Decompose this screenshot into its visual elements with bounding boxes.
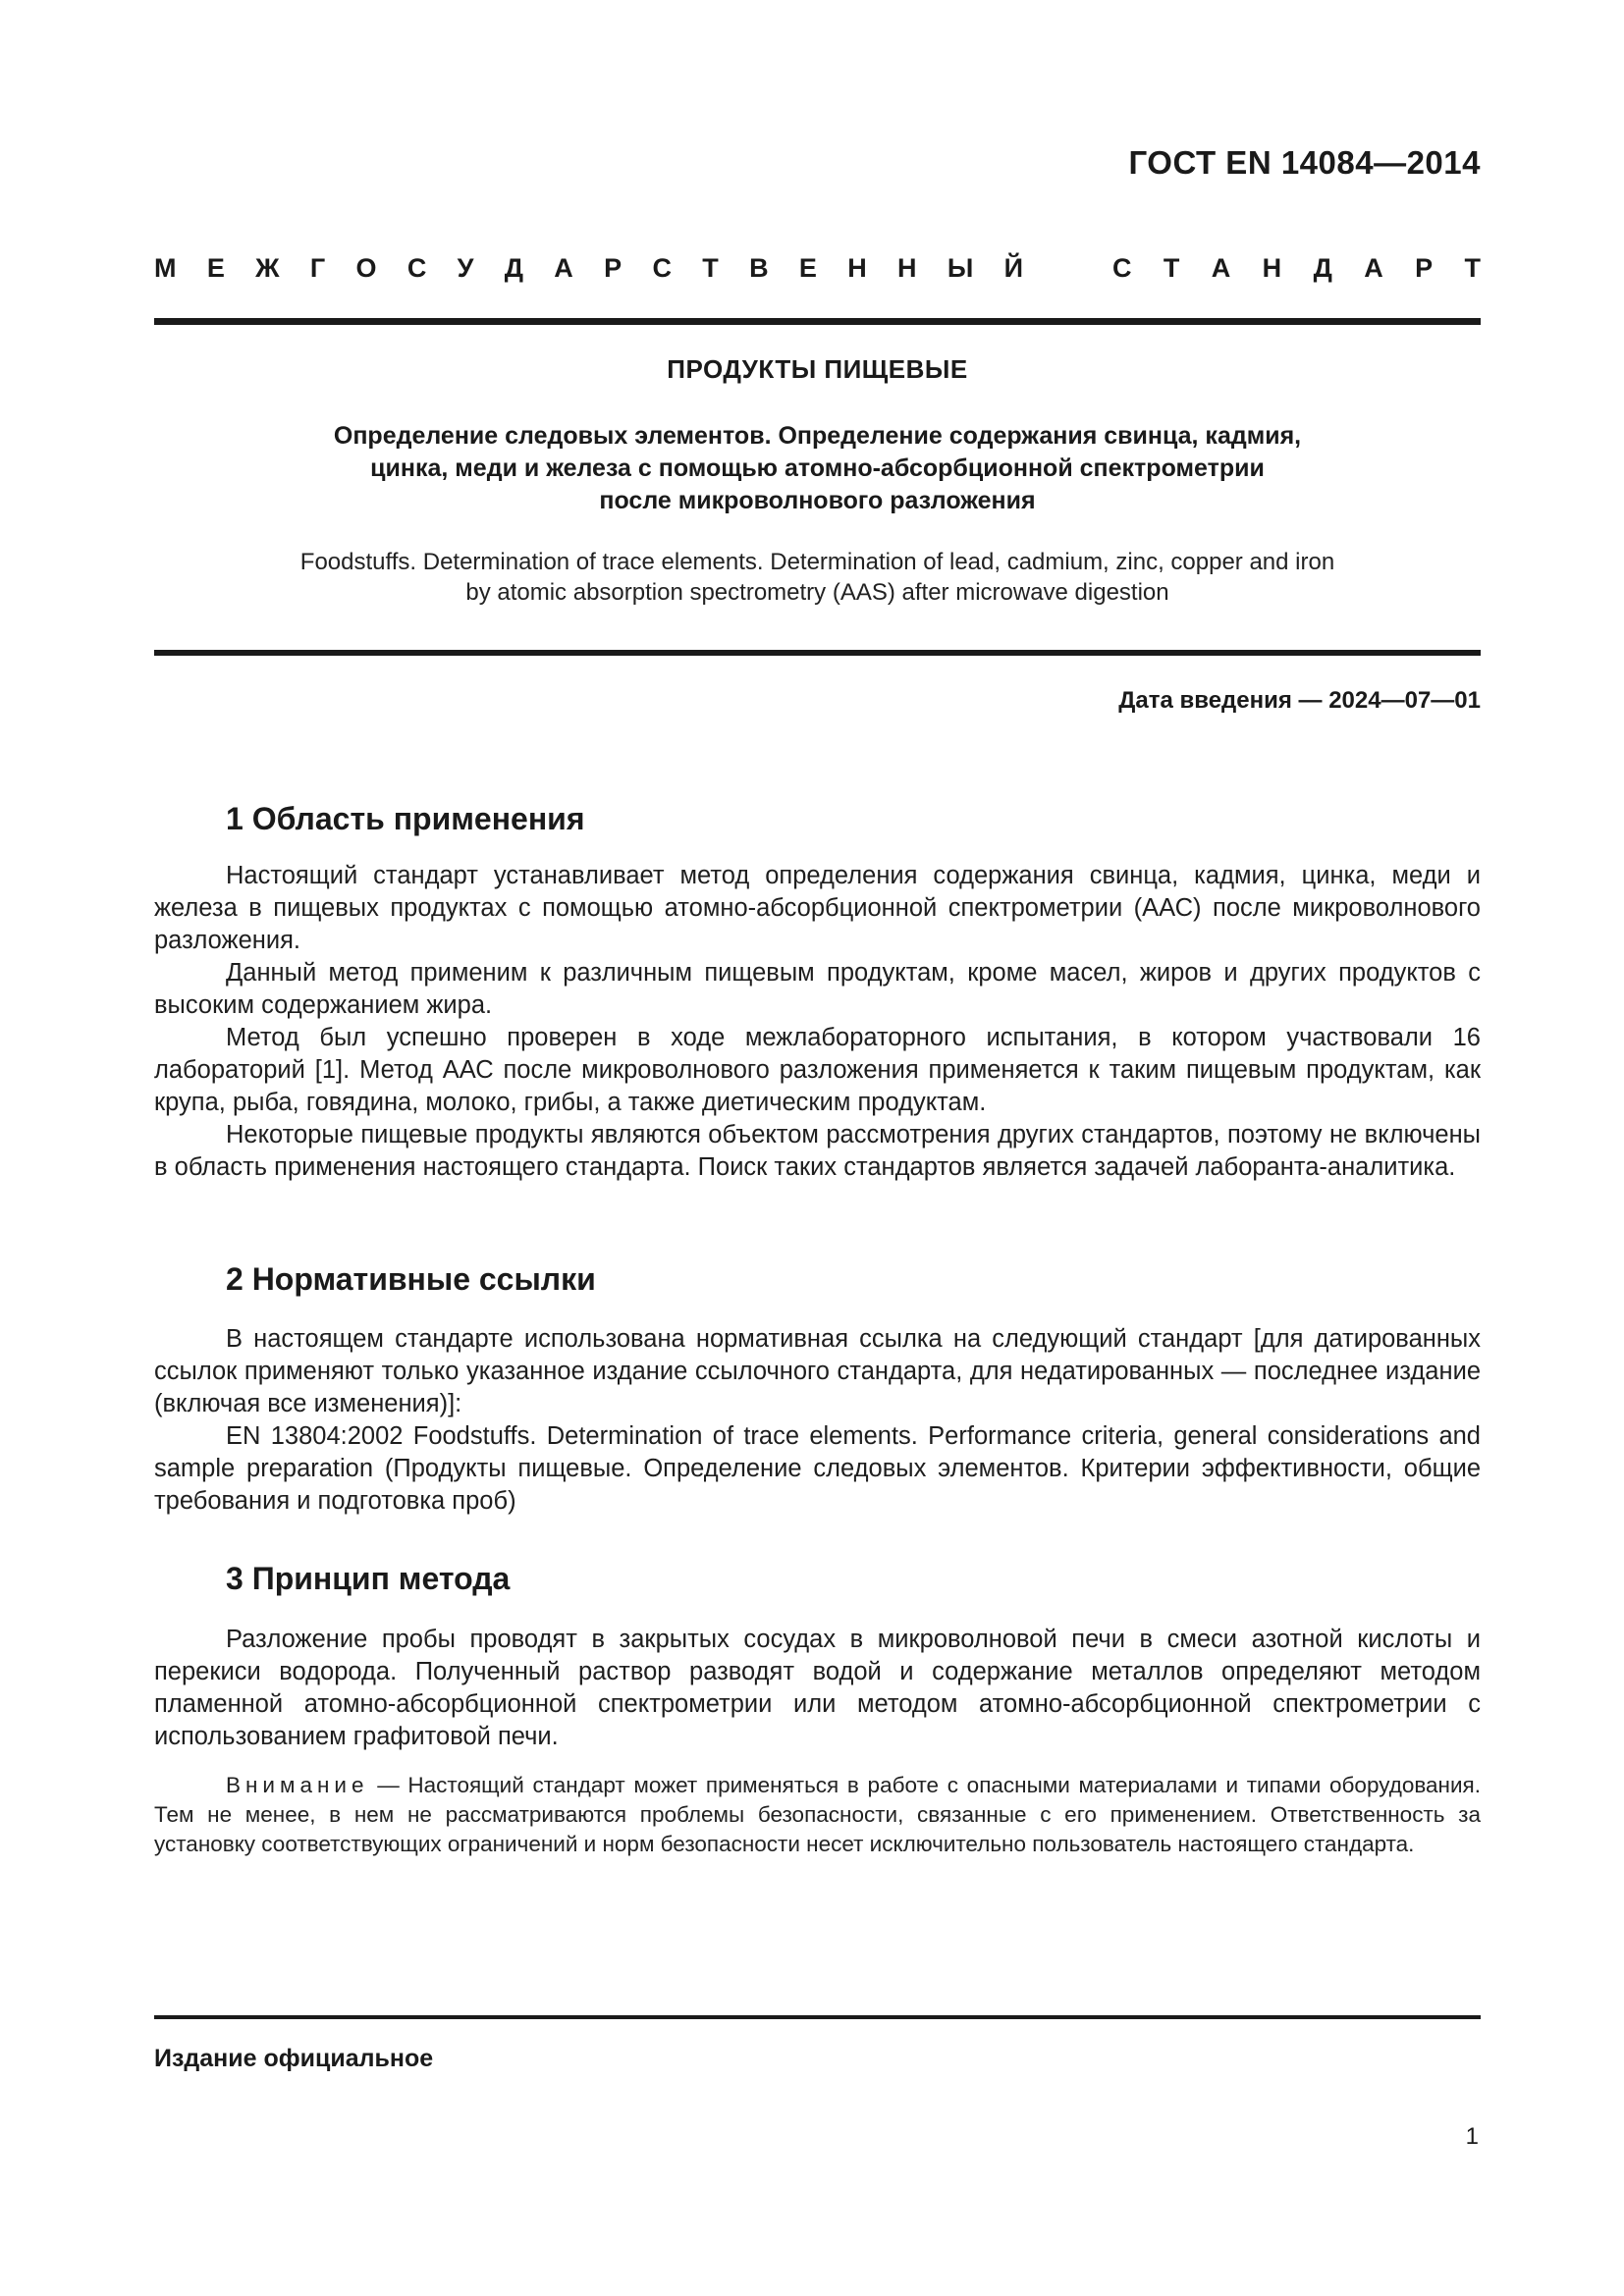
document-subtitle [154,420,1481,517]
banner-letter: Ж [255,253,280,283]
banner-letter: Т [1464,253,1481,283]
paragraph: Разложение пробы проводят в закрытых сосудах в микроволновой печи в смеси азотной кислоты и перекиси водорода. Полученный раствор разводят водой и содержание металлов определяют методом пламенной атомно-абсорбционной спектрометрии или методом атомно-абсорбционной спектрометрии с использованием графитовой печи. [154,1626,1481,1750]
banner-letter: С [1112,253,1132,283]
note-label: Внимание [226,1773,369,1797]
document-title: ПРОДУКТЫ ПИЩЕВЫЕ [667,354,968,384]
banner-letter: Д [504,253,523,283]
section-body-method-principle [154,1624,1481,1753]
paragraph: EN 13804:2002 Foodstuffs. Determination of trace elements. Performance criteria, general considerations and sample preparation (Продукты пищевые. Определение следовых элементов. Критерии эффективности, общие требования и подготовка проб) [154,1422,1481,1515]
banner-letter: Т [702,253,719,283]
banner-letter: У [457,253,474,283]
banner-letter: Т [1163,253,1180,283]
paragraph: Некоторые пищевые продукты являются объектом рассмотрения других стандартов, поэтому не включены в область применения настоящего стандарта. Поиск таких стандартов является задачей лаборанта-аналитика. [154,1121,1481,1181]
banner-letter: О [355,253,377,283]
subtitle-line: Определение следовых элементов. Определение содержания свинца, кадмия, [333,422,1302,450]
section-body-scope [154,860,1481,1184]
banner-letter: Й [1003,253,1023,283]
banner-letter: М [154,253,177,283]
standard-code: ГОСТ EN 14084—2014 [1128,144,1481,181]
section-body-normative-references [154,1323,1481,1518]
banner-letter: А [554,253,573,283]
top-divider [154,318,1481,325]
banner-letter: А [1211,253,1231,283]
banner-letter: Н [897,253,917,283]
banner-letter: А [1364,253,1383,283]
note-text: — Настоящий стандарт может применяться в работе с опасными материалами и типами оборудования. Тем не менее, в нем не рассматриваются проблемы безопасности, связанные с его применением. Ответственность за установку соответствующих ограничений и норм безопасности несет исключительно пользователь настоящего стандарта. [154,1773,1481,1856]
official-edition-label: Издание официальное [154,2045,434,2072]
english-title [154,547,1481,608]
paragraph: Данный метод применим к различным пищевым продуктам, кроме масел, жиров и других продуктов с высоким содержанием жира. [154,959,1481,1019]
section-heading-scope: 1 Область применения [226,801,585,836]
banner-letter: Р [604,253,623,283]
paragraph: Настоящий стандарт устанавливает метод определения содержания свинца, кадмия, цинка, меди и железа в пищевых продуктах с помощью атомно-абсорбционной спектрометрии (ААС) после микроволнового разложения. [154,862,1481,954]
paragraph: В настоящем стандарте использована нормативная ссылка на следующий стандарт [для датированных ссылок применяют только указанное издание ссылочного стандарта, для недатированных — последнее издание (включая все изменения)]: [154,1325,1481,1417]
subtitle-line: после микроволнового разложения [599,487,1036,514]
banner-letter: Г [309,253,326,283]
english-title-line: Foodstuffs. Determination of trace elements. Determination of lead, cadmium, zinc, copper and iron [299,549,1335,575]
banner-letter: С [406,253,427,283]
banner-letter: Ы [947,253,974,283]
standard-type-banner [154,253,1481,284]
note-paragraph [154,1771,1481,1859]
banner-word-interstate [154,253,1023,284]
banner-letter: Н [1262,253,1282,283]
title-bottom-divider [154,650,1481,656]
section-heading-normative-references: 2 Нормативные ссылки [226,1261,596,1297]
banner-word-standard [1112,253,1481,284]
safety-note [154,1771,1481,1859]
subtitle-line: цинка, меди и железа с помощью атомно-абсорбционной спектрометрии [370,454,1265,482]
banner-letter: В [749,253,769,283]
english-title-line: by atomic absorption spectrometry (AAS) after microwave digestion [465,579,1169,606]
introduction-date: Дата введения — 2024—07—01 [1118,687,1481,714]
section-heading-method-principle: 3 Принцип метода [226,1561,511,1596]
footer-divider [154,2015,1481,2019]
banner-letter: Е [798,253,817,283]
banner-letter: Д [1313,253,1332,283]
banner-letter: Р [1415,253,1434,283]
paragraph: Метод был успешно проверен в ходе межлабораторного испытания, в котором участвовали 16 лабораторий [1]. Метод ААС после микроволнового разложения применяется к таким пищевым продуктам, как крупа, рыба, говядина, молоко, грибы, а также диетическим продуктам. [154,1024,1481,1116]
banner-letter: Н [847,253,867,283]
page-number: 1 [1465,2123,1479,2150]
banner-letter: С [652,253,672,283]
banner-letter: Е [206,253,225,283]
